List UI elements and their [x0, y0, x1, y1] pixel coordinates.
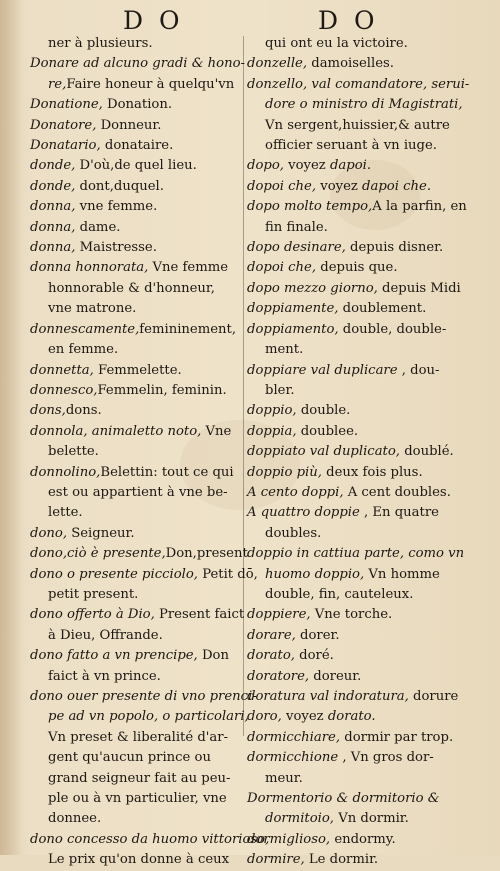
french-gloss: dame.: [75, 219, 121, 235]
dictionary-line: [247, 544, 477, 564]
french-gloss: Vn homme: [364, 566, 440, 582]
dictionary-line: [247, 75, 477, 95]
french-gloss: Petit dō,: [198, 566, 258, 582]
french-gloss: deux fois plus.: [321, 464, 423, 480]
french-gloss: damoiselles.: [307, 56, 394, 72]
dictionary-line: [30, 177, 242, 197]
dictionary-line: [247, 320, 477, 340]
french-gloss: Vn dormir.: [334, 811, 409, 827]
french-gloss: Seigneur.: [67, 525, 135, 541]
french-gloss: petit present.: [48, 586, 139, 602]
dictionary-line: [247, 687, 477, 707]
french-gloss: Faire honeur à quelqu'vn: [66, 76, 235, 92]
dictionary-line: [30, 585, 242, 605]
italian-headword: donnetta,: [30, 362, 94, 378]
dictionary-line: [30, 422, 242, 442]
italian-headword: dormitoio,: [265, 811, 334, 827]
dictionary-line: [247, 218, 477, 238]
french-gloss: depuis que.: [316, 260, 398, 276]
dictionary-line: [30, 299, 242, 319]
french-gloss: double.: [296, 403, 351, 419]
dictionary-line: [247, 646, 477, 666]
italian-headword: donna honnorata,: [30, 260, 149, 276]
italian-headword: pe ad vn popolo, o particolari,: [48, 709, 249, 725]
dictionary-line: [247, 667, 477, 687]
header-right: D O: [318, 6, 379, 35]
header-left: D O: [123, 6, 184, 35]
french-gloss: Le prix qu'on donne à ceux: [48, 852, 230, 868]
french-gloss: depuis Midi: [377, 280, 461, 296]
french-gloss: dons.: [65, 403, 102, 419]
italian-headword: doppiato val duplicato,: [247, 444, 400, 460]
french-gloss: Donneur.: [96, 117, 162, 133]
dictionary-line: [247, 279, 477, 299]
italian-headword: A cento doppi,: [247, 484, 344, 500]
french-gloss: Donation.: [102, 97, 173, 113]
italian-headword: donna,: [30, 240, 76, 256]
right-column: [247, 34, 477, 871]
dictionary-line: [247, 361, 477, 381]
dictionary-line: [30, 850, 242, 870]
italian-headword: Donatore,: [30, 117, 97, 133]
dictionary-line: [30, 218, 242, 238]
dictionary-line: [30, 156, 242, 176]
italian-headword: dono ouer presente di vno prenci-: [30, 689, 257, 704]
italian-headword: re,: [48, 76, 67, 92]
italian-headword: donna,: [30, 199, 76, 215]
italian-headword: donnesco,: [30, 382, 98, 398]
dictionary-line: [30, 809, 242, 829]
french-gloss: Vn preset & liberalité d'ar-: [48, 729, 229, 745]
italian-headword: dorare,: [247, 627, 296, 643]
dictionary-line: [247, 401, 477, 421]
italian-headword: huomo doppio,: [265, 566, 365, 582]
dictionary-line: [247, 789, 477, 809]
french-gloss: doublement.: [338, 301, 427, 317]
dictionary-line: [247, 585, 477, 605]
french-gloss: officier seruant à vn iuge.: [265, 138, 437, 154]
dictionary-line: [247, 177, 477, 197]
french-gloss: ner à plusieurs.: [48, 36, 153, 51]
italian-headword: doppiare val duplicare: [247, 362, 398, 378]
dictionary-line: [30, 769, 242, 789]
french-gloss: Maistresse.: [75, 240, 157, 256]
french-gloss: belette.: [48, 444, 99, 460]
french-gloss: faict à vn prince.: [48, 668, 161, 684]
italian-headword: donde,: [30, 178, 76, 194]
french-gloss: voyez: [283, 158, 330, 174]
french-gloss: est ou appartient à vne be-: [48, 484, 228, 500]
italian-headword: dono,ciò è presente,: [30, 546, 166, 562]
italian-headword: Donatario,: [30, 138, 101, 154]
italian-headword: dormicchione: [247, 750, 339, 766]
dictionary-line: [30, 789, 242, 809]
french-gloss: meur.: [265, 770, 303, 786]
dictionary-line: [30, 565, 258, 585]
italian-headword: doppiere,: [247, 607, 311, 623]
italian-headword: dopo desinare,: [247, 240, 346, 256]
italian-headword: donnola, animaletto noto,: [30, 423, 202, 439]
french-gloss: ple ou à vn particulier, vne: [48, 791, 227, 807]
italian-headword: donnolino,: [30, 464, 101, 480]
italian-headword: dopoi che,: [247, 178, 317, 194]
cross-reference: dapoi che.: [362, 178, 432, 194]
column-divider: [243, 36, 244, 736]
italian-headword: doratura val indoratura,: [247, 689, 409, 704]
french-gloss: Belettin: tout ce qui: [100, 464, 234, 480]
french-gloss: bler.: [265, 382, 295, 398]
french-gloss: Vne: [201, 423, 232, 439]
french-gloss: doubles.: [265, 525, 322, 541]
dictionary-line: [247, 238, 477, 258]
dictionary-line: [247, 116, 477, 136]
dictionary-line: [247, 136, 477, 156]
dictionary-line: [247, 503, 477, 523]
dictionary-line: [30, 361, 242, 381]
dictionary-line: [247, 299, 477, 319]
french-gloss: A cent doubles.: [343, 484, 451, 500]
italian-headword: doppiamento,: [247, 321, 339, 337]
dictionary-line: [30, 687, 257, 707]
french-gloss: depuis disner.: [345, 240, 444, 256]
italian-headword: dopo mezzo giorno,: [247, 280, 378, 296]
italian-headword: Donatione,: [30, 97, 103, 113]
italian-headword: doppio in cattiua parte, como vn: [247, 546, 465, 562]
dictionary-line: [30, 401, 242, 421]
dictionary-line: [30, 381, 242, 401]
dictionary-line: [247, 850, 477, 870]
french-gloss: doré.: [294, 648, 334, 664]
french-gloss: lette.: [48, 505, 83, 521]
french-gloss: double, fin, cauteleux.: [265, 586, 414, 602]
dictionary-line: [30, 483, 242, 503]
italian-headword: dopo,: [247, 158, 284, 174]
french-gloss: Present faict: [154, 607, 245, 623]
dictionary-line: [30, 75, 242, 95]
dictionary-line: [30, 238, 242, 258]
french-gloss: donataire.: [100, 138, 174, 154]
french-gloss: , Vn gros dor-: [338, 750, 434, 766]
italian-headword: Donare ad alcuno gradi & hono-: [30, 56, 245, 72]
french-gloss: fin finale.: [265, 219, 328, 235]
french-gloss: honnorable & d'honneur,: [48, 280, 215, 296]
dictionary-line: [30, 544, 248, 564]
french-gloss: voyez: [316, 178, 363, 194]
dictionary-line: [30, 442, 242, 462]
french-gloss: endormy.: [330, 831, 396, 847]
dictionary-line: [247, 748, 477, 768]
italian-headword: dono concesso da huomo vittorioso,: [30, 831, 270, 847]
dictionary-line: [30, 463, 242, 483]
italian-headword: dormire,: [247, 852, 305, 868]
italian-headword: doppia,: [247, 423, 297, 439]
running-header: [0, 6, 500, 36]
dictionary-line: [247, 565, 477, 585]
french-gloss: A la parfin, en: [372, 199, 467, 215]
french-gloss: doublé.: [400, 444, 454, 460]
italian-headword: doppio più,: [247, 464, 322, 480]
french-gloss: dormir par trop.: [340, 729, 454, 745]
italian-headword: Dormentorio & dormitorio &: [247, 791, 440, 807]
dictionary-line: [247, 258, 477, 278]
italian-headword: dono o presente picciolo,: [30, 566, 198, 582]
dictionary-line: [247, 605, 477, 625]
french-gloss: donnee.: [48, 811, 102, 827]
italian-headword: donde,: [30, 158, 76, 174]
italian-headword: dopoi che,: [247, 260, 317, 276]
italian-headword: dono offerto à Dio,: [30, 607, 155, 623]
dictionary-line: [30, 197, 242, 217]
dictionary-line: [247, 707, 477, 727]
dictionary-line: [247, 197, 477, 217]
italian-headword: dono,: [30, 525, 68, 541]
italian-headword: donna,: [30, 219, 76, 235]
italian-headword: doppio,: [247, 403, 297, 419]
french-gloss: doublee.: [296, 423, 359, 439]
italian-headword: doratore,: [247, 668, 310, 684]
french-gloss: double, double-: [338, 321, 447, 337]
french-gloss: , En quatre: [359, 505, 439, 521]
italian-headword: dormicchiare,: [247, 729, 341, 745]
dictionary-line: [30, 95, 242, 115]
cross-reference: dapoi.: [329, 158, 372, 174]
dictionary-line: [30, 524, 242, 544]
french-gloss: , dou-: [397, 362, 440, 378]
french-gloss: Don: [197, 648, 229, 664]
italian-headword: dopo molto tempo,: [247, 199, 373, 215]
dictionary-line: [247, 34, 477, 54]
french-gloss: qui ont eu la victoire.: [265, 36, 408, 51]
french-gloss: à Dieu, Offrande.: [48, 627, 163, 643]
dictionary-line: [247, 809, 477, 829]
french-gloss: en femme.: [48, 342, 119, 358]
dictionary-line: [30, 320, 242, 340]
italian-headword: dono fatto a vn prencipe,: [30, 648, 198, 664]
french-gloss: gent qu'aucun prince ou: [48, 750, 211, 766]
dictionary-line: [247, 728, 477, 748]
dictionary-line: [247, 381, 477, 401]
french-gloss: dont,duquel.: [75, 178, 164, 194]
italian-headword: dorato,: [247, 648, 295, 664]
dictionary-line: [30, 34, 242, 54]
dictionary-line: [247, 95, 477, 115]
dictionary-line: [247, 626, 477, 646]
italian-headword: donzello, val comandatore, serui-: [247, 76, 470, 92]
dictionary-line: [247, 340, 477, 360]
dictionary-line: [30, 728, 242, 748]
dictionary-line: [30, 626, 242, 646]
dictionary-line: [247, 442, 477, 462]
french-gloss: Le dormir.: [304, 852, 379, 868]
italian-headword: doppiamente,: [247, 301, 339, 317]
dictionary-line: [30, 830, 270, 850]
dictionary-line: [30, 258, 242, 278]
dictionary-line: [30, 279, 242, 299]
french-gloss: grand seigneur fait au peu-: [48, 770, 231, 786]
dictionary-line: [30, 116, 242, 136]
french-gloss: voyez: [281, 709, 328, 725]
italian-headword: dore o ministro di Magistrati,: [265, 97, 463, 113]
dictionary-line: [247, 483, 477, 503]
dictionary-line: [247, 830, 477, 850]
italian-headword: donnescamente,: [30, 321, 140, 337]
dictionary-line: [30, 605, 245, 625]
dictionary-line: [247, 463, 477, 483]
italian-headword: doro,: [247, 709, 282, 725]
dictionary-line: [30, 667, 242, 687]
italian-headword: donzelle,: [247, 56, 308, 72]
dictionary-line: [30, 748, 242, 768]
dictionary-line: [30, 54, 245, 74]
dictionary-line: [30, 136, 242, 156]
french-gloss: vne femme.: [75, 199, 158, 215]
dictionary-line: [30, 707, 249, 727]
dictionary-line: [30, 340, 242, 360]
italian-headword: dormiglioso,: [247, 831, 331, 847]
french-gloss: ment.: [265, 342, 304, 358]
dictionary-line: [247, 422, 477, 442]
french-gloss: vne matrone.: [48, 301, 137, 317]
italian-headword: A quattro doppie: [247, 505, 360, 521]
french-gloss: Femmelin, feminin.: [97, 382, 227, 398]
french-gloss: dorure: [408, 689, 459, 704]
french-gloss: D'où,de quel lieu.: [75, 158, 197, 174]
dictionary-line: [247, 156, 477, 176]
dictionary-line: [247, 524, 477, 544]
dictionary-line: [247, 769, 477, 789]
french-gloss: Femmelette.: [93, 362, 182, 378]
dictionary-line: [30, 646, 242, 666]
french-gloss: doreur.: [309, 668, 362, 684]
french-gloss: Vne femme: [148, 260, 229, 276]
french-gloss: Vne torche.: [310, 607, 393, 623]
french-gloss: Vn sergent,huissier,& autre: [265, 117, 450, 133]
french-gloss: femininement,: [139, 321, 237, 337]
page-gutter-shadow: [0, 0, 22, 855]
french-gloss: Don,present: [165, 546, 248, 562]
cross-reference: dorato.: [327, 709, 376, 725]
french-gloss: dorer.: [295, 627, 340, 643]
italian-headword: dons,: [30, 403, 66, 419]
dictionary-line: [247, 54, 477, 74]
dictionary-line: [30, 503, 242, 523]
